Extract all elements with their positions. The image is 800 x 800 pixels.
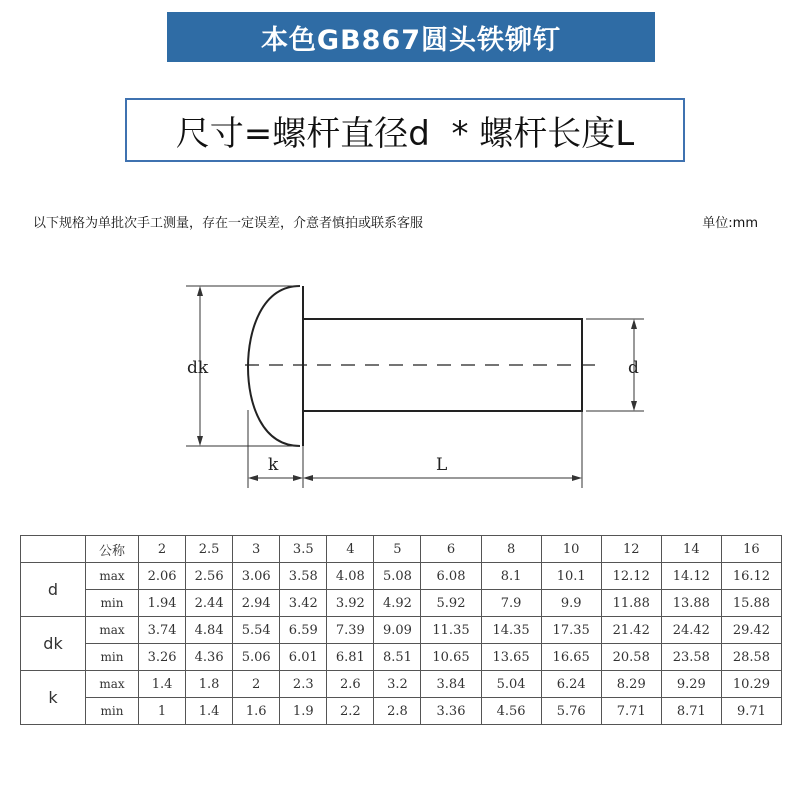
product-title-banner	[167, 12, 655, 62]
L-label: L	[436, 455, 448, 475]
value-cell: 6.59	[280, 617, 327, 644]
dk-label: dk	[187, 358, 209, 378]
value-cell: 16.12	[721, 563, 781, 590]
value-cell: 12.12	[601, 563, 661, 590]
value-cell: 3.26	[139, 644, 186, 671]
value-cell: 29.42	[721, 617, 781, 644]
value-cell: 3.06	[233, 563, 280, 590]
value-cell: 14.35	[481, 617, 541, 644]
value-cell: 10.29	[721, 671, 781, 698]
value-cell: 1.9	[280, 698, 327, 725]
value-cell: 4.36	[186, 644, 233, 671]
value-cell: 13.65	[481, 644, 541, 671]
nominal-size-cell: 3.5	[280, 536, 327, 563]
row-label: max	[86, 671, 139, 698]
group-label: dk	[21, 617, 86, 671]
value-cell: 4.08	[327, 563, 374, 590]
value-cell: 1	[139, 698, 186, 725]
table-row	[21, 617, 782, 644]
value-cell: 5.04	[481, 671, 541, 698]
value-cell: 2.8	[374, 698, 421, 725]
value-cell: 11.35	[421, 617, 481, 644]
value-cell: 8.71	[661, 698, 721, 725]
table-row	[21, 671, 782, 698]
nominal-size-cell: 10	[541, 536, 601, 563]
value-cell: 3.42	[280, 590, 327, 617]
spec-table	[20, 535, 782, 725]
value-cell: 8.1	[481, 563, 541, 590]
value-cell: 6.01	[280, 644, 327, 671]
value-cell: 4.56	[481, 698, 541, 725]
nominal-size-cell: 3	[233, 536, 280, 563]
value-cell: 17.35	[541, 617, 601, 644]
value-cell: 8.51	[374, 644, 421, 671]
value-cell: 2	[233, 671, 280, 698]
product-title: 本色GB867圆头铁铆钉	[260, 24, 562, 56]
table-row	[21, 590, 782, 617]
corner-cell	[21, 536, 86, 563]
value-cell: 3.58	[280, 563, 327, 590]
value-cell: 4.84	[186, 617, 233, 644]
value-cell: 6.08	[421, 563, 481, 590]
value-cell: 7.39	[327, 617, 374, 644]
group-label: k	[21, 671, 86, 725]
value-cell: 9.71	[721, 698, 781, 725]
group-label: d	[21, 563, 86, 617]
nominal-size-label: 公称	[86, 536, 139, 563]
value-cell: 2.3	[280, 671, 327, 698]
value-cell: 2.56	[186, 563, 233, 590]
nominal-size-cell: 4	[327, 536, 374, 563]
nominal-size-cell: 12	[601, 536, 661, 563]
rivet-diagram	[0, 270, 800, 500]
size-formula-box	[125, 98, 685, 162]
value-cell: 2.44	[186, 590, 233, 617]
value-cell: 10.65	[421, 644, 481, 671]
row-label: max	[86, 617, 139, 644]
value-cell: 1.8	[186, 671, 233, 698]
nominal-size-cell: 6	[421, 536, 481, 563]
unit-label: 单位:mm	[702, 216, 758, 231]
value-cell: 5.06	[233, 644, 280, 671]
k-label: k	[268, 455, 279, 475]
table-row	[21, 563, 782, 590]
value-cell: 10.1	[541, 563, 601, 590]
value-cell: 23.58	[661, 644, 721, 671]
value-cell: 20.58	[601, 644, 661, 671]
row-label: min	[86, 698, 139, 725]
value-cell: 5.92	[421, 590, 481, 617]
nominal-size-cell: 8	[481, 536, 541, 563]
nominal-size-cell: 16	[721, 536, 781, 563]
value-cell: 3.36	[421, 698, 481, 725]
table-row	[21, 698, 782, 725]
value-cell: 2.6	[327, 671, 374, 698]
value-cell: 24.42	[661, 617, 721, 644]
nominal-size-cell: 2.5	[186, 536, 233, 563]
nominal-size-cell: 5	[374, 536, 421, 563]
row-label: min	[86, 590, 139, 617]
value-cell: 13.88	[661, 590, 721, 617]
value-cell: 2.2	[327, 698, 374, 725]
value-cell: 3.84	[421, 671, 481, 698]
rivet-head	[248, 286, 300, 446]
measurement-note: 以下规格为单批次手工测量，存在一定误差，介意者慎拍或联系客服	[33, 216, 424, 231]
value-cell: 2.06	[139, 563, 186, 590]
value-cell: 7.71	[601, 698, 661, 725]
nominal-size-cell: 14	[661, 536, 721, 563]
value-cell: 9.9	[541, 590, 601, 617]
value-cell: 3.92	[327, 590, 374, 617]
value-cell: 11.88	[601, 590, 661, 617]
value-cell: 6.24	[541, 671, 601, 698]
size-formula: 尺寸=螺杆直径d * 螺杆长度L	[175, 113, 635, 154]
value-cell: 2.94	[233, 590, 280, 617]
value-cell: 6.81	[327, 644, 374, 671]
row-label: max	[86, 563, 139, 590]
value-cell: 3.2	[374, 671, 421, 698]
value-cell: 28.58	[721, 644, 781, 671]
value-cell: 4.92	[374, 590, 421, 617]
value-cell: 16.65	[541, 644, 601, 671]
table-header-row	[21, 536, 782, 563]
value-cell: 1.4	[186, 698, 233, 725]
value-cell: 8.29	[601, 671, 661, 698]
value-cell: 5.54	[233, 617, 280, 644]
d-label: d	[628, 358, 639, 378]
value-cell: 9.29	[661, 671, 721, 698]
value-cell: 15.88	[721, 590, 781, 617]
value-cell: 1.4	[139, 671, 186, 698]
row-label: min	[86, 644, 139, 671]
value-cell: 21.42	[601, 617, 661, 644]
table-row	[21, 644, 782, 671]
value-cell: 3.74	[139, 617, 186, 644]
value-cell: 5.76	[541, 698, 601, 725]
value-cell: 9.09	[374, 617, 421, 644]
value-cell: 5.08	[374, 563, 421, 590]
value-cell: 14.12	[661, 563, 721, 590]
value-cell: 1.94	[139, 590, 186, 617]
value-cell: 7.9	[481, 590, 541, 617]
value-cell: 1.6	[233, 698, 280, 725]
nominal-size-cell: 2	[139, 536, 186, 563]
